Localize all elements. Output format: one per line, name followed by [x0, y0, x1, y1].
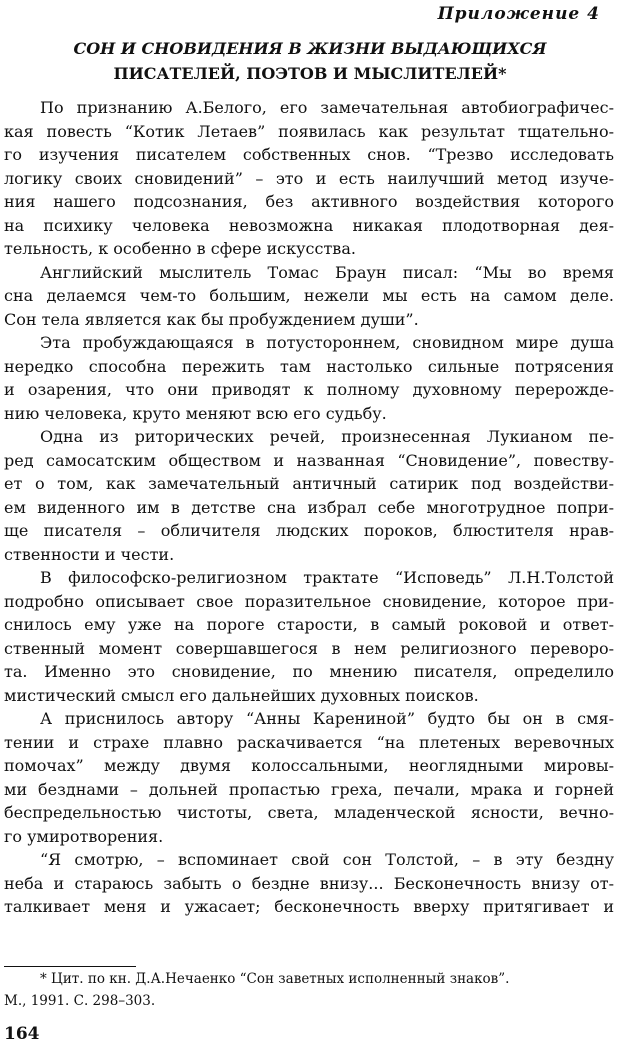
- text-line: ми безднами – дольней пропастью греха, печали, мрака и горней: [4, 779, 614, 799]
- text-line: сна делаемся чем-то большим, нежели мы есть на самом деле.: [4, 286, 614, 305]
- footnote-divider: [4, 966, 136, 967]
- text-line: ем виденного им в детстве сна избрал себе многотрудное попри-: [4, 497, 614, 517]
- text-line: та. Именно это сновидение, по мнению писателя, определило: [4, 662, 614, 681]
- text-line: Сон тела является как бы пробуждением души”.: [4, 309, 419, 329]
- paragraph: [4, 566, 614, 707]
- paragraph: [4, 96, 614, 261]
- text-line: ще писателя – обличителя людских пороков, блюстителя нрав-: [4, 521, 614, 540]
- text-line: Одна из риторических речей, произнесенная Лукианом пе-: [40, 427, 614, 446]
- text-line: А приснилось автору “Анны Карениной” будто бы он в смя-: [40, 709, 614, 728]
- footnote: [4, 968, 614, 1012]
- text-line: ственности и чести.: [4, 544, 175, 564]
- title-line-2: ПИСАТЕЛЕЙ, ПОЭТОВ И МЫСЛИТЕЛЕЙ*: [113, 64, 507, 83]
- text-line: мистический смысл его дальнейших духовных поисков.: [4, 685, 479, 705]
- text-line: “Я смотрю, – вспоминает свой сон Толстой, – в эту бездну: [40, 850, 614, 869]
- title-line-1: СОН И СНОВИДЕНИЯ В ЖИЗНИ ВЫДАЮЩИХСЯ: [73, 39, 547, 58]
- text-line: кая повесть “Котик Летаев” появилась как результат тщательно-: [4, 121, 614, 141]
- text-line: нередко способна пережить там настолько сильные потрясения: [4, 356, 614, 376]
- text-line: снилось ему уже на пороге старости, в самый роковой и ответ-: [4, 615, 614, 634]
- footnote-line: * Цит. по кн. Д.А.Нечаенко “Сон заветных исполненный знаков”.: [40, 971, 510, 987]
- footnote-line: М., 1991. С. 298–303.: [4, 993, 156, 1009]
- text-line: талкивает меня и ужасает; бесконечность вверху притягивает и: [4, 897, 614, 916]
- text-line: логику своих сновидений” – это и есть наилучший метод изуче-: [4, 168, 614, 188]
- text-line: ет о том, как замечательный античный сатирик под воздействи-: [4, 474, 614, 493]
- paragraph: [4, 261, 614, 332]
- text-line: По признанию А.Белого, его замечательная автобиографичес-: [40, 98, 614, 117]
- paragraph: [4, 848, 614, 919]
- text-line: го умиротворения.: [4, 826, 164, 846]
- text-line: ственный момент совершавшегося в нем религиозного переворо-: [4, 638, 614, 658]
- text-line: помочах” между двумя колоссальными, неоглядными мировы-: [4, 756, 614, 775]
- body-text: [4, 96, 614, 919]
- text-line: неба и стараюсь забыть о бездне внизу... Бесконечность внизу от-: [4, 873, 614, 893]
- text-line: нию человека, круто меняют всю его судьбу.: [4, 403, 387, 423]
- text-line: подробно описывает свое поразительное сновидение, которое при-: [4, 591, 614, 611]
- page-title: [0, 36, 620, 86]
- text-line: и озарения, что они приводят к полному духовному перерожде-: [4, 380, 614, 399]
- text-line: тении и страхе плавно раскачивается “на плетеных веревочных: [4, 732, 614, 752]
- text-line: го изучения писателем собственных снов. “Трезво исследовать: [4, 145, 614, 164]
- page-number: 164: [4, 1024, 40, 1044]
- text-line: ред самосатским обществом и названная “Сновидение”, повеству-: [4, 450, 614, 470]
- text-line: тельность, к особенно в сфере искусства.: [4, 239, 356, 258]
- appendix-label: Приложение 4: [437, 4, 600, 24]
- text-line: ния нашего подсознания, без активного воздействия которого: [4, 192, 614, 211]
- text-line: на психику человека невозможна никакая плодотворная дея-: [4, 215, 614, 235]
- paragraph: [4, 331, 614, 425]
- text-line: беспредельностью чистоты, света, младенческой ясности, вечно-: [4, 803, 614, 822]
- paragraph: [4, 425, 614, 566]
- text-line: В философско-религиозном трактате “Исповедь” Л.Н.Толстой: [40, 568, 614, 587]
- text-line: Эта пробуждающаяся в потустороннем, сновидном мире душа: [40, 333, 614, 352]
- paragraph: [4, 707, 614, 848]
- text-line: Английский мыслитель Томас Браун писал: “Мы во время: [40, 262, 614, 282]
